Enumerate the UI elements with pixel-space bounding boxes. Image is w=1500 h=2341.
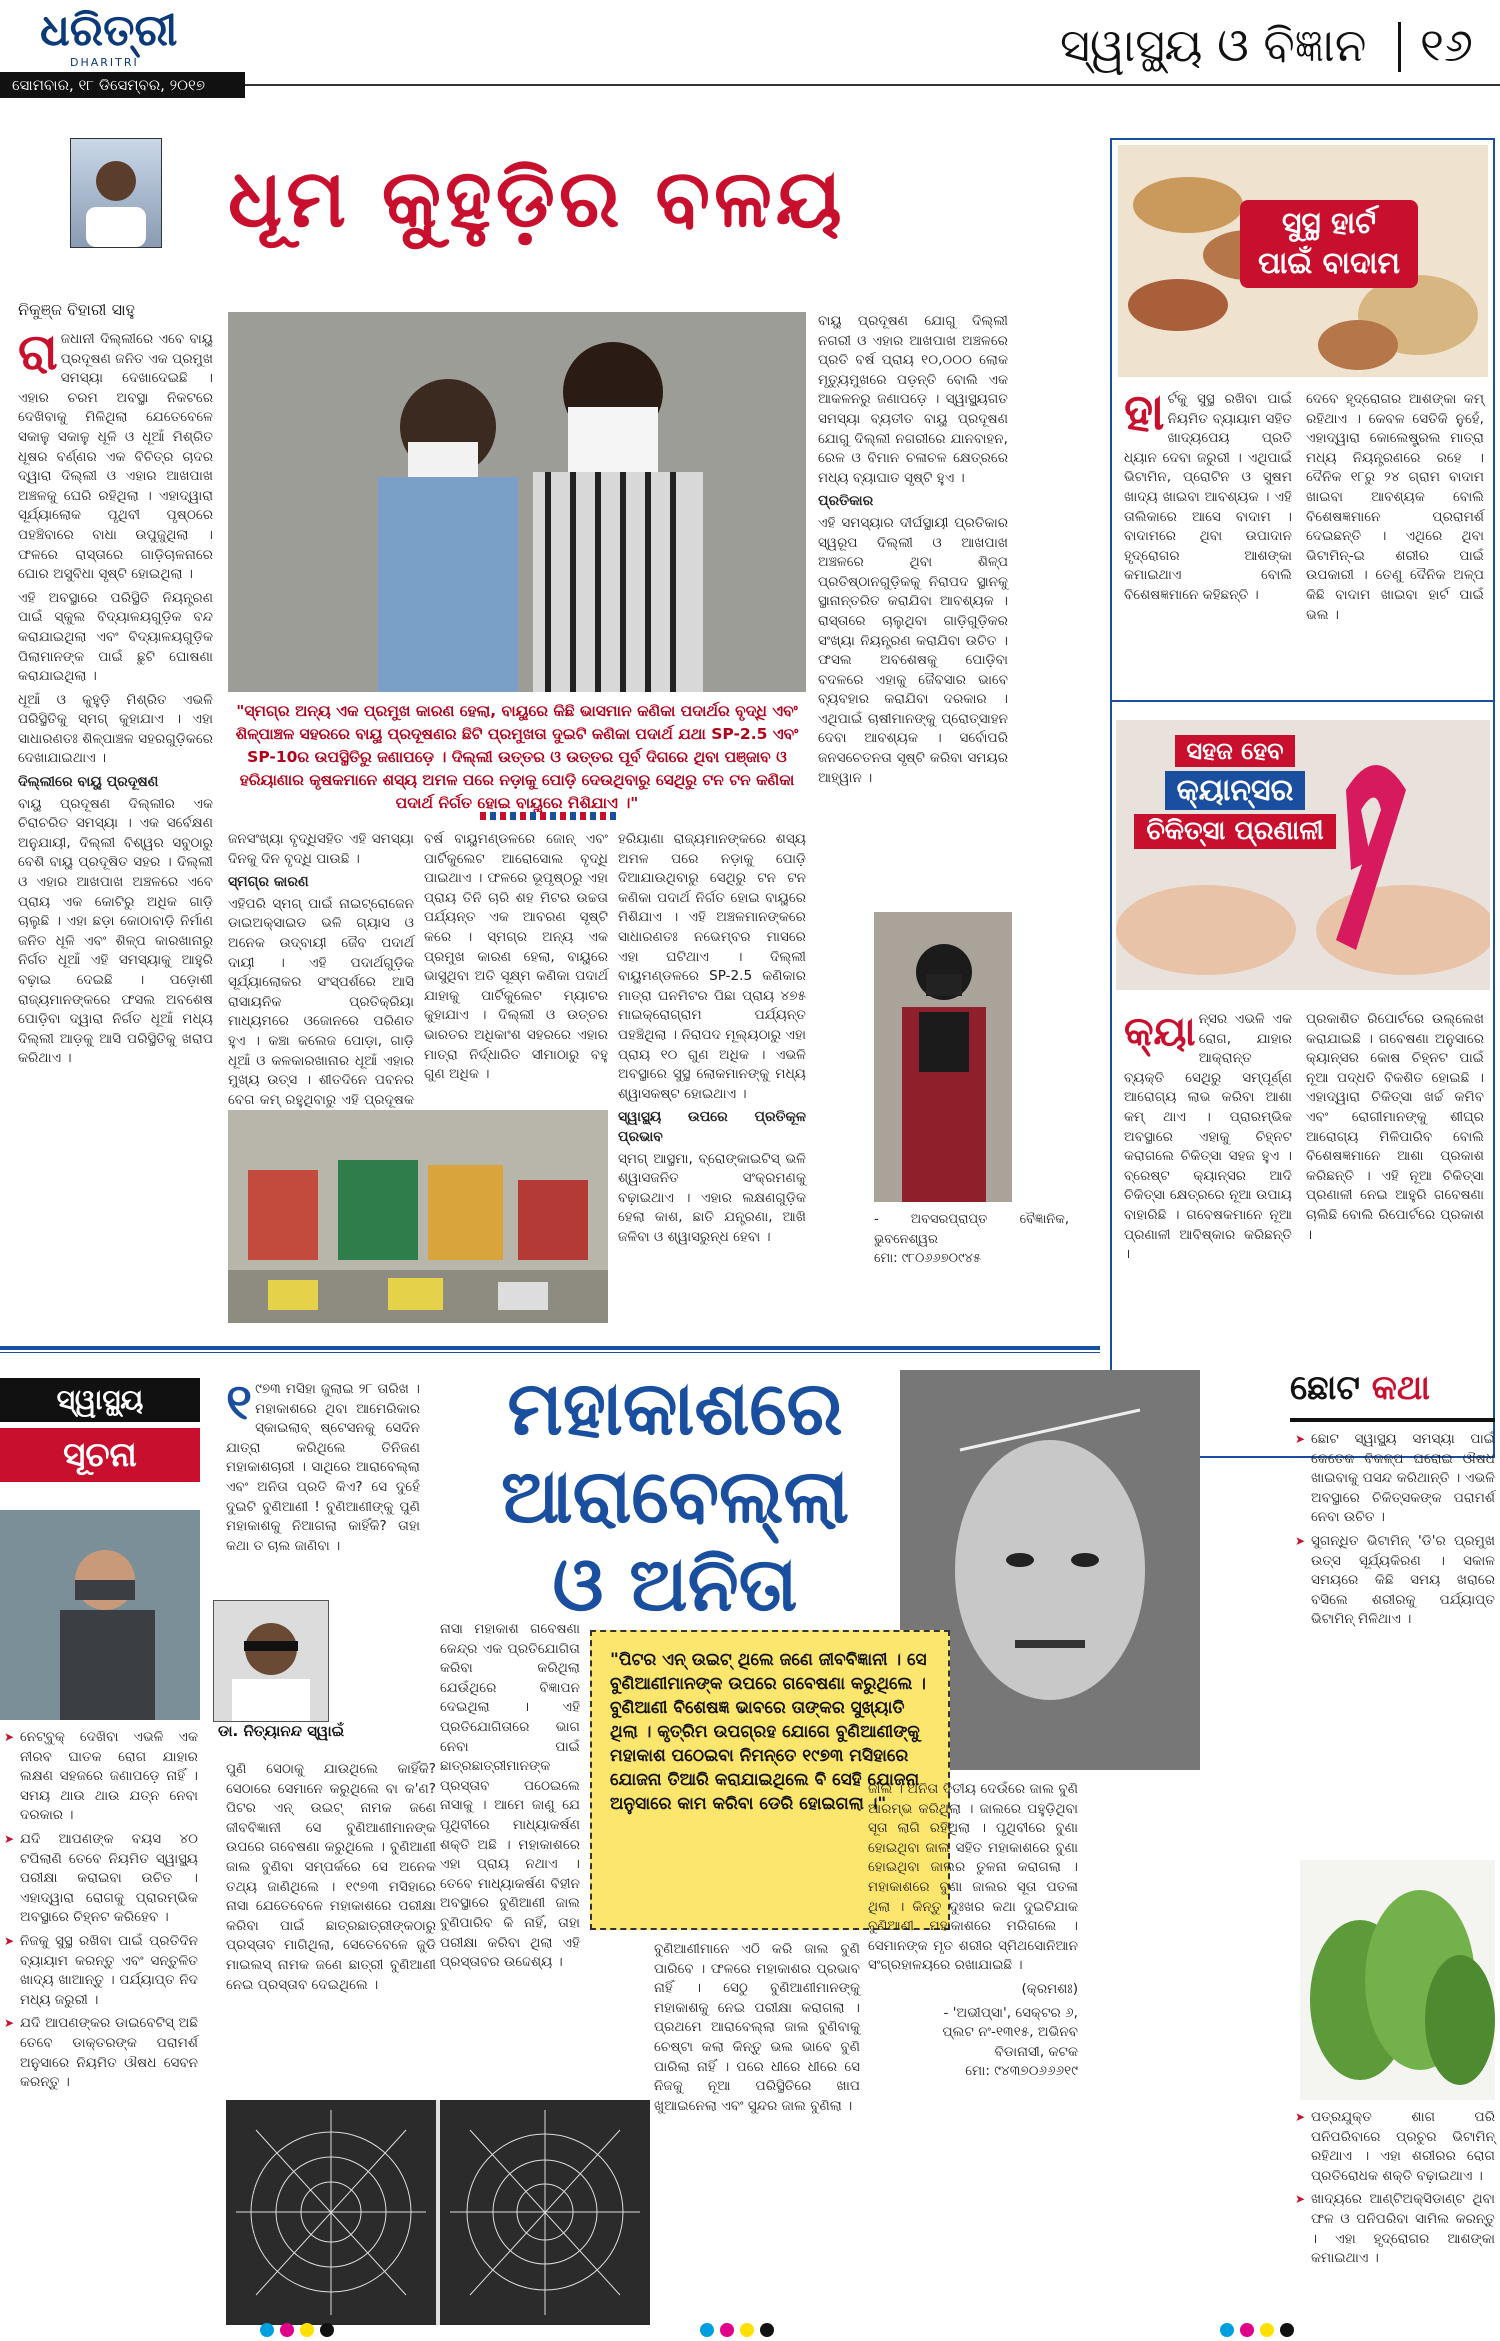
col2-text: ଜନସଂଖ୍ୟା ବୃଦ୍ଧିସହିତ ଏହି ସମସ୍ୟା ଦିନକୁ ଦିନ ବୃଦ୍ଧି ପାଉଛି । — [228, 831, 414, 867]
lead-intro-3: ଧୂଆଁ ଓ କୁହୁଡ଼ି ମିଶ୍ରିତ ଏଭଳି ପରିସ୍ଥିତିକୁ ସ୍ମଗ୍ କୁହାଯାଏ । ଏହା ସାଧାରଣତଃ ଶିଳ୍ପାଞ୍ଚଳ ସହରଗୁଡ଼ିକରେ ଦେଖାଯାଇଥାଏ । — [18, 691, 213, 767]
space-address-2: ପ୍ଲଟ ନଂ-୧୩୧୫, ଅଭିନବ — [942, 2024, 1078, 2041]
peanut-column-1 — [1124, 383, 1292, 610]
lead-footer — [874, 1210, 1069, 1269]
space-author: ଡା. ନିତ୍ୟାନନ୍ଦ ସ୍ୱାଇଁ — [218, 1722, 345, 1740]
cancer-column-2 — [1306, 1010, 1484, 1249]
traffic-smog-photo — [228, 1110, 608, 1323]
space-headline-1: ମହାକାଶରେ — [507, 1366, 843, 1452]
lead-column-1 — [18, 323, 213, 1073]
space-col3-text: ବୁଣିଆଣୀମାନେ ଏଠି କରି ଜାଲ ବୁଣି ପାରିବେ । ଫଳରେ ମହାକାଶର ପ୍ରଭାବ ନାହିଁ । ସେଠୁ ବୁଣିଆଣୀମାନଙ୍କୁ ମହାକାଶକୁ ନେଇ ପରୀକ୍ଷା କରାଗଲା । ପ୍ରଥମେ ଆରାବେଲ୍ଲା ଜାଲ ବୁଣିବାକୁ ଚେଷ୍ଟା କଲା କିନ୍ତୁ ଭଲ ଭାବେ ବୁଣି ପାରିଲା ନାହିଁ । ପରେ ଧୀରେ ଧୀରେ ସେ ନିଜକୁ ନୂଆ ପରିସ୍ଥିତିରେ ଖାପ ଖୁଆଇନେଲା ଏବଂ ସୁନ୍ଦର ଜାଲ ବୁଣିଲା । — [654, 1941, 860, 2114]
space-column-4 — [868, 1780, 1078, 2082]
author-photo — [70, 138, 162, 248]
cancer-headline-1: ସହଜ ହେବ — [1175, 735, 1296, 767]
short-story-item: ➤ ସୁଗନ୍ଧିତ ଭିଟାମିନ୍ 'ଡି'ର ପ୍ରମୁଖ ଉତ୍ସ ସୂର୍ଯ୍ୟକିରଣ । ସକାଳ ସମୟରେ କିଛି ସମୟ ଖରାରେ ବସିଲେ ଶରୀରକୁ ପର୍ଯ୍ୟାପ୍ତ ଭିଟାମିନ୍ ମିଳିଥାଏ । — [1295, 1532, 1495, 1630]
registration-marks-1 — [260, 2322, 340, 2341]
space-headline — [455, 1365, 895, 1629]
lead-column-4 — [618, 830, 806, 1251]
short-story-item: ➤ ଛୋଟ ସ୍ୱାସ୍ଥ୍ୟ ସମସ୍ୟା ପାଇଁ କେତେକ ବିକଳ୍ପ ଘରୋଇ ଔଷଧ ଖାଇବାକୁ ପସନ୍ଦ କରିଥାନ୍ତି । ଏଭଳି ଅବସ୍ଥାରେ ଚିକିତ୍ସକଙ୍କ ପରାମର୍ଶ ନେବା ଉଚିତ । — [1295, 1430, 1495, 1528]
space-phone: ମୋ: ୯୪୩୭୦୬୬୬୧୯ — [965, 2063, 1078, 2080]
woman-mask-photo — [874, 912, 1012, 1202]
cancer-headline-box — [1130, 735, 1340, 849]
woman-with-mask-icon — [874, 912, 1012, 1202]
space-dropcap: ୧ — [226, 1373, 253, 1431]
peanut-column-2 — [1306, 390, 1484, 629]
cancer-text-left: ନ୍‌ସର ଏଭଳି ଏକ ରୋଗ, ଯାହାର ଆକ୍ରାନ୍ତ ବ୍ୟକ୍ତି ସେଥିରୁ ସମ୍ପୂର୍ଣ୍ଣ ଆରୋଗ୍ୟ ଲାଭ କରିବା ଆଶା କମ୍ ଥାଏ । ପ୍ରାରମ୍ଭିକ ଅବସ୍ଥାରେ ଏହାକୁ ଚିହ୍ନଟ କରାଗଲେ ଚିକିତ୍ସା ସହଜ ହୁଏ । ବ୍ରେଷ୍ଟ କ୍ୟାନ୍‌ସର ଆଦି ଚିକିତ୍ସା କ୍ଷେତ୍ରରେ ନୂଆ ଉପାୟ ବାହାରିଛି । ଗବେଷକମାନେ ନୂଆ ପ୍ରଣାଳୀ ଆବିଷ୍କାର କରିଛନ୍ତି । — [1124, 1011, 1292, 1263]
lead-headline: ଧୂମ କୁହୁଡ଼ିର ବଳୟ — [228, 151, 846, 245]
registration-marks-3 — [1220, 2322, 1300, 2341]
spider-web-photos — [226, 2100, 650, 2325]
spider-web-icon — [226, 2100, 650, 2325]
short-story-title — [1290, 1368, 1430, 1408]
lead-dropcap: ରା — [18, 323, 58, 381]
lead-author: ନିକୁଞ୍ଜ ବିହାରୀ ସାହୁ — [18, 300, 135, 319]
greens-photo — [1300, 1860, 1495, 2100]
newspaper-logo — [40, 5, 200, 69]
lead-column-3 — [424, 830, 608, 1089]
health-text: ସ୍ମଗ୍ ଆସ୍ଥମା, ବ୍ରୋଙ୍କାଇଟିସ୍ ଭଳି ଶ୍ୱାସଜନିତ ସଂକ୍ରମଣକୁ ବଢ଼ାଇଥାଏ । ଏହାର ଲକ୍ଷଣଗୁଡ଼ିକ ହେଲା କାଶ, ଛାତି ଯନ୍ତ୍ରଣା, ଆଖି ଜଳିବା ଓ ଶ୍ୱାସରୁନ୍ଧ ହେବା । — [618, 1150, 806, 1245]
space-col2-text: ନାସା ମହାକାଶ ଗବେଷଣା କେନ୍ଦ୍ର ଏକ ପ୍ରତିଯୋଗିତା କରିବା କରିଥିଲା ଯେଉଁଥିରେ ବିଜ୍ଞାପନ ଦେଇଥିଲା । ଏହି ପ୍ରତିଯୋଗିତାରେ ଭାଗ ନେବା ପାଇଁ ଛାତ୍ରଛାତ୍ରୀମାନଙ୍କ ପ୍ରସ୍ତାବ ପଠେଇଲେ ନାସାକୁ । ଆମେ ଜାଣୁ ଯେ ପୃଥିବୀରେ ମାଧ୍ୟାକର୍ଷଣ ଶକ୍ତି ଅଛି । ମହାକାଶରେ ଏହା ପ୍ରାୟ ନଥାଏ । ତେବେ ମାଧ୍ୟାକର୍ଷଣ ବିହୀନ ଅବସ୍ଥାରେ ବୁଣିଆଣୀ ଜାଲ ବୁଣିପାରିବ କି ନାହିଁ, ତାହା ପରୀକ୍ଷା କରିବା ଥିଲା ଏହି ପ୍ରସ୍ତାବର ଉଦ୍ଦେଶ୍ୟ । — [440, 1621, 580, 1971]
space-column-1 — [226, 1760, 436, 1999]
short-story-list-2 — [1295, 2108, 1495, 2273]
masthead-rule — [245, 84, 1500, 86]
lead-intro-2: ଏହି ଅବସ୍ଥାରେ ପରିସ୍ଥିତି ନିୟନ୍ତ୍ରଣ ପାଇଁ ସ୍କୁଲ ବିଦ୍ୟାଳୟଗୁଡ଼ିକ ବନ୍ଦ କରାଯାଇଥିଲା ଏବଂ ବିଦ୍ୟାଳୟଗୁଡ଼ିକ ପିଲାମାନଙ୍କ ପାଇଁ ଛୁଟି ଘୋଷଣା କରାଯାଇଥିଲା । — [18, 589, 213, 685]
peanut-text-left: ର୍ଟକୁ ସୁସ୍ଥ ରଖିବା ପାଇଁ ନିୟମିତ ବ୍ୟାୟାମ ସହିତ ଖାଦ୍ୟପେୟ ପ୍ରତି ଧ୍ୟାନ ଦେବା ଜରୁରୀ । ଏଥିପାଇଁ ଭିଟାମିନ, ପ୍ରୋଟିନ ଓ ସୁଷମ ଖାଦ୍ୟ ଖାଇବା ଆବଶ୍ୟକ । ଏହି ତାଲିକାରେ ଆସେ ବାଦାମ । ବାଦାମରେ ଥିବା ଉପାଦାନ ହୃଦ୍‌ରୋଗର ଆଶଙ୍କା କମାଇଥାଏ ବୋଲି ବିଶେଷଜ୍ଞମାନେ କହିଛନ୍ତି । — [1124, 391, 1292, 603]
cancer-headline-3: ଚିକିତ୍ସା ପ୍ରଣାଳୀ — [1134, 814, 1335, 849]
lead-phone: ମୋ: ୯୮୦୬୬୭୦୯୪୫ — [874, 1251, 981, 1267]
lead-intro: ଜଧାନୀ ଦିଲ୍ଲୀରେ ଏବେ ବାୟୁ ପ୍ରଦୂଷଣ ଜନିତ ଏକ ପ୍ରମୁଖ ସମସ୍ୟା ଦେଖାଦେଇଛି । ଏହାର ଚରମ ଅବସ୍ଥା ନିକଟରେ ଦେଖିବାକୁ ମିଳିଥିଲା ଯେତେବେଳେ ସକାଳୁ ସକାଳୁ ଧୂଳି ଓ ଧୂଆଁ ମିଶ୍ରିତ ଧୂଷର ବର୍ଣ୍ଣର ଏକ ବିଚିତ୍ର ଚାଦର ଦ୍ୱାରା ଦିଲ୍ଲୀ ଓ ଏହାର ଆଖପାଖ ଅଞ୍ଚଳକୁ ଘେରି ରହିଥିଲା । ଏହାଦ୍ୱାରା ସୂର୍ଯ୍ୟାଲୋକ ପୃଥିବୀ ପୃଷ୍ଠରେ ପହଞ୍ଚିବାରେ ବାଧା ଉପୁଜୁଥିଲା । ଫଳରେ ରାସ୍ତାରେ ଗାଡ଼ିଚାଳନାରେ ଘୋର ଅସୁବିଧା ସୃଷ୍ଟି ହୋଇଥିଲା । — [18, 331, 213, 583]
health-info-item: ➤ ନିଜକୁ ସୁସ୍ଥ ରଖିବା ପାଇଁ ପ୍ରତିଦିନ ବ୍ୟାୟାମ କରନ୍ତୁ ଏବଂ ସନ୍ତୁଳିତ ଖାଦ୍ୟ ଖାଆନ୍ତୁ । ପର୍ଯ୍ୟାପ୍ତ ନିଦ ମଧ୍ୟ ଜରୁରୀ । — [4, 1932, 198, 2010]
space-intro-text: ୯୭୩ ମସିହା ଜୁଲାଇ ୨୮ ତାରିଖ । ମହାକାଶରେ ଥିବା ଆମେରିକାର ସ୍କାଇଲାବ୍ ଷ୍ଟେସନକୁ ସେଦିନ ଯାତ୍ରା କରିଥିଲେ ତିନିଜଣ ମହାକାଶଚାରୀ । ସାଥିରେ ଆରାବେଲ୍ଲା ଏବଂ ଅନିତା ପ୍ରତି କିଏ? ସେ ଦୁହେଁ ଦୁଇଟି ବୁଣିଆଣୀ ! ବୁଣିଆଣୀଙ୍କୁ ପୁଣି ମହାକାଶକୁ ନିଆଗଲା କାହିଁକି? ତାହା କଥା ତ ଚାଲ ଜାଣିବା । — [226, 1381, 420, 1554]
space-address-3: ବିଡାନାସୀ, କଟକ — [994, 2043, 1078, 2060]
masthead — [0, 0, 1500, 95]
space-col1-text: ପୁଣି ସେଠାକୁ ଯାଉଥିଲେ କାହିଁକି? ସେଠାରେ ସେମାନେ କରୁଥିଲେ ବା କ'ଣ? ପିଟର ଏନ୍ ଉଇଟ୍ ନାମକ ଜଣେ ଜୀବବିଜ୍ଞାନୀ ସେ ବୁଣିଆଣୀମାନଙ୍କ ଉପରେ ଗବେଷଣା କରୁଥିଲେ । ବୁଣିଆଣୀ ଜାଲ ବୁଣିବା ସମ୍ପର୍କରେ ସେ ଅନେକ ତଥ୍ୟ ଜାଣିଥିଲେ । ୧୯୭୩ ମସିହାରେ ନାସା ଯେତେବେଳେ ମହାକାଶରେ ପରୀକ୍ଷା କରିବା ପାଇଁ ଛାତ୍ରଛାତ୍ରୀଙ୍କଠାରୁ ପ୍ରସ୍ତାବ ମାଗିଥିଲା, ସେତେବେଳେ ଜୁଡି ମାଇଲସ୍ ନାମକ ଜଣେ ଛାତ୍ରୀ ବୁଣିଆଣୀ ନେଇ ପ୍ରସ୍ତାବ ଦେଇଥିଲେ । — [226, 1761, 436, 1993]
cancer-column-1 — [1124, 1010, 1292, 1269]
logo-text: ଧରିତ୍ରୀ — [40, 5, 178, 56]
space-headline-3: ଓ ଅନିତା — [552, 1542, 798, 1628]
dateline: ସୋମବାର, ୧୮ ଡିସେମ୍ବର, ୨୦୧୭ — [0, 72, 245, 98]
peanut-dropcap: ହା — [1124, 383, 1165, 441]
space-quote: "ପିଟର ଏନ୍ ଉଇଟ୍ ଥିଲେ ଜଣେ ଜୀବବିଜ୍ଞାନୀ । ସେ ବୁଣିଆଣୀମାନଙ୍କ ଉପରେ ଗବେଷଣା କରୁଥିଲେ । ବୁଣିଆଣୀ ବିଶେଷଜ୍ଞ ଭାବରେ ତାଙ୍କର ସୁଖ୍ୟାତି ଥିଲା । କୃତ୍ରିମ ଉପଗ୍ରହ ଯୋଗେ ବୁଣିଆଣୀଙ୍କୁ ମହାକାଶ ପଠେଇବା ନିମନ୍ତେ ୧୯୭୩ ମସିହାରେ ଯୋଜନା ତିଆରି କରାଯାଇଥିଲେ ବି ସେହି ଯୋଜନା ଅନୁସାରେ କାମ କରିବା ଡେରି ହୋଇଗଲା ।" — [590, 1630, 950, 1930]
short-story-item: ➤ ପତ୍ରଯୁକ୍ତ ଶାଗ ପରି ପନିପରିବାରେ ପ୍ରଚୁର ଭିଟାମିନ୍ ରହିଥାଏ । ଏହା ଶରୀରର ରୋଗ ପ୍ରତିରୋଧକ ଶକ୍ତି ବଢ଼ାଇଥାଏ । — [1295, 2108, 1495, 2186]
space-headline-2: ଆରାବେଲ୍ଲା — [500, 1454, 850, 1540]
short-story-title-1: ଛୋଟ — [1290, 1368, 1360, 1408]
author-portrait-icon — [71, 139, 161, 247]
space-col4-text: ଜାଲ । ଅନିତା ଦିତୀୟ ଦେଉଁରେ ଜାଲ ବୁଣି ଆରମ୍ଭ କରିଥିଲା । ଜାଲରେ ପହୁଡ଼ିଥିବା ସୂତା ଲାଗି ରହିଥିଲା । ପୃଥିବୀରେ ବୁଣା ହୋଇଥିବା ଜାଲ ସହିତ ମହାକାଶରେ ବୁଣା ହୋଇଥିବା ଜାଲର ତୁଳନା କରାଗଲା । ମହାକାଶରେ ବୁଣା ଜାଲର ସୂତା ପତଳା ଥିଲା । କିନ୍ତୁ ଦୁଃଖର କଥା ଦୁଇଟିଯାକ ବୁଣିଆଣୀ ମହାକାଶରେ ମରିଗଲେ । ସେମାନଙ୍କ ମୃତ ଶରୀର ସ୍ମିଥସୋନିଆନ ସଂଗ୍ରହାଳୟରେ ରଖାଯାଇଛି । — [868, 1781, 1078, 1974]
delhi-text: ବାୟୁ ପ୍ରଦୂଷଣ ଦିଲ୍ଲୀର ଏକ ଚିରାଚରିତ ସମସ୍ୟା । ଏକ ସର୍ବେକ୍ଷଣ ଅନୁଯାୟୀ, ଦିଲ୍ଲୀ ବିଶ୍ୱର ସବୁଠାରୁ ବେଶି ବାୟୁ ପ୍ରଦୂଷିତ ସହର । ଦିଲ୍ଲୀ ଓ ଏହାର ଆଖପାଖ ଅଞ୍ଚଳରେ ଏବେ ପ୍ରାୟ ଏକ କୋଟିରୁ ଅଧିକ ଗାଡ଼ି ଚାଲୁଛି । ଏହା ଛଡ଼ା କୋଠାବାଡ଼ି ନିର୍ମାଣ ଜନିତ ଧୂଳି ଏବଂ ଶିଳ୍ପ କାରଖାନାରୁ ନିର୍ଗତ ଧୂଆଁ ଏହି ସମସ୍ୟାକୁ ଆହୁରି ବଢ଼ାଇ ଦେଇଛି । ପଡ଼ୋଶୀ ରାଜ୍ୟମାନଙ୍କରେ ଫସଲ ଅବଶେଷ ପୋଡ଼ିବା ଦ୍ୱାରା ନିର୍ଗତ ଧୂଆଁ ମଧ୍ୟ ଦିଲ୍ଲୀ ଆଡ଼କୁ ଆସି ପରିସ୍ଥିତିକୁ ଖରାପ କରିଥାଏ । — [18, 795, 213, 1067]
lead-pullquote: "ସ୍ମଗ୍‌ର ଅନ୍ୟ ଏକ ପ୍ରମୁଖ କାରଣ ହେଲା, ବାୟୁରେ କିଛି ଭାସମାନ କଣିକା ପଦାର୍ଥର ବୃଦ୍ଧି ଏବଂ ଶିଳ୍ପାଞ୍ଚଳ ସହରରେ ବାୟୁ ପ୍ରଦୂଷଣର ଛିଟି ପ୍ରମୁଖତା ଦୁଇଟି କଣିକା ପଦାର୍ଥ ଯଥା SP-2.5 ଏବଂ SP-10ର ଉପସ୍ଥିତିରୁ ଜଣାପଡ଼େ । ଦିଲ୍ଲୀ ଉତ୍ତର ଓ ଉତ୍ତର ପୂର୍ବ ଦିଗରେ ଥିବା ପଞ୍ଜାବ ଓ ହରିୟାଣାର କୃଷକମାନେ ଶସ୍ୟ ଅମଳ ପରେ ନଡ଼ାକୁ ପୋଡ଼ି ଦେଉଥିବାରୁ ସେଥିରୁ ଟନ ଟନ କଣିକା ପଦାର୍ଥ ନିର୍ଗତ ହୋଇ ବାୟୁରେ ମିଶିଯାଏ ।" — [235, 702, 799, 812]
peanut-headline-2: ପାଇଁ ବାଦାମ — [1258, 246, 1400, 281]
section-title: ସ୍ୱାସ୍ଥ୍ୟ ଓ ବିଜ୍ଞାନ — [1060, 18, 1367, 72]
traffic-jam-icon — [228, 1110, 608, 1323]
sidebar-divider — [1112, 700, 1493, 702]
col4-text: ହରିୟାଣା ରାଜ୍ୟମାନଙ୍କରେ ଶସ୍ୟ ଅମଳ ପରେ ନଡ଼ାକୁ ପୋଡ଼ି ଦିଆଯାଉଥିବାରୁ ସେଥିରୁ ଟନ ଟନ କଣିକା ପଦାର୍ଥ ନିର୍ଗତ ହୋଇ ବାୟୁରେ ମିଶିଯାଏ । ଏହି ଅଞ୍ଚଳମାନଙ୍କରେ ସାଧାରଣତଃ ନଭେମ୍ବର ମାସରେ ଏହା ଘଟିଥାଏ । ଦିଲ୍ଲୀ ବାୟୁମଣ୍ଡଳରେ SP-2.5 କଣିକାର ମାତ୍ରା ଘନମିଟର ପିଛା ପ୍ରାୟ ୪୭୫ ମାଇକ୍ରୋଗ୍ରାମ ପର୍ଯ୍ୟନ୍ତ ପହଞ୍ଚିଥିଲା । ନିରାପଦ ମୂଲ୍ୟଠାରୁ ଏହା ପ୍ରାୟ ୧୦ ଗୁଣ ଅଧିକ । ଏଭଳି ଅବସ୍ଥାରେ ସୁସ୍ଥ ଲୋକମାନଙ୍କୁ ମଧ୍ୟ ଶ୍ୱାସକଷ୍ଟ ହୋଇଥାଏ । — [618, 831, 806, 1102]
lead-column-2 — [228, 830, 414, 1154]
leafy-greens-icon — [1300, 1860, 1495, 2100]
space-column-3 — [654, 1940, 860, 2120]
health-info-item: ➤ ନେଟ୍‌ବୁକ୍ ଦେଖିବା ଏଭଳି ଏକ ନୀରବ ଘାତକ ରୋଗ ଯାହାର ଲକ୍ଷଣ ସହଜରେ ଜଣାପଡ଼େ ନାହିଁ । ସମୟ ଥାଉ ଥାଉ ଯତ୍ନ ନେବା ଦରକାର । — [4, 1728, 198, 1826]
short-story-list — [1295, 1430, 1495, 1634]
page-number: ୧୬ — [1420, 18, 1473, 72]
space-address-1: - 'ଅଭୀପ୍ସା', ସେକ୍ଟର ୬, — [943, 2004, 1078, 2021]
section-rule-left-thin — [0, 1352, 1100, 1353]
children-with-masks-icon — [228, 312, 806, 692]
health-info-item: ➤ ଯଦି ଆପଣଙ୍କର ଡାଇବେଟିସ୍ ଅଛି ତେବେ ଡାକ୍ତରଙ୍କ ପରାମର୍ଶ ଅନୁସାରେ ନିୟମିତ ଔଷଧ ସେବନ କରନ୍ତୁ । — [4, 2014, 198, 2092]
space-continue: (କ୍ରମଶଃ) — [1021, 1980, 1078, 1997]
subhead-cause: ସ୍ମଗ୍‌ର କାରଣ — [228, 874, 309, 891]
cause-text: ଏହିପରି ସ୍ମଗ୍ ପାଇଁ ନାଇଟ୍ରୋଜେନ ଡାଇଅକ୍ସାଇଡ ଭଳି ଗ୍ୟାସ ଓ ଅନେକ ଉଦ୍‌ବାୟୀ ଜୈବ ପଦାର୍ଥ ଦାୟୀ । ଏହି ପଦାର୍ଥଗୁଡ଼ିକ ସୂର୍ଯ୍ୟାଲୋକର ସଂସ୍ପର୍ଶରେ ଆସି ରାସାୟନିକ ପ୍ରତିକ୍ରିୟା ମାଧ୍ୟମରେ ଓଜୋନରେ ପରିଣତ ହୁଏ । କଞ୍ଚା କଲେଜ ପୋଡ଼ା, ଗାଡ଼ି ଧୂଆଁ ଓ କଳକାରଖାନାର ଧୂଆଁ ଏହାର ମୁଖ୍ୟ ଉତ୍ସ । ଶୀତଦିନେ ପବନର ବେଗ କମ୍ ରହୁଥିବାରୁ ଏହି ପ୍ରଦୂଷକ — [228, 895, 414, 1108]
lead-column-5 — [818, 312, 1008, 792]
title-divider — [1398, 22, 1401, 72]
health-tag-1: ସ୍ୱାସ୍ଥ୍ୟ — [0, 1378, 200, 1422]
cancer-text-right: ପ୍ରକାଶିତ ରିପୋର୍ଟରେ ଉଲ୍ଲେଖ କରାଯାଇଛି । ଗବେଷଣା ଅନୁସାରେ କ୍ୟାନ୍‌ସର କୋଷ ଚିହ୍ନଟ ପାଇଁ ନୂଆ ପଦ୍ଧତି ବିକଶିତ ହୋଇଛି । ଏହାଦ୍ୱାରା ଚିକିତ୍ସା ଖର୍ଚ୍ଚ କମିବ ଏବଂ ରୋଗୀମାନଙ୍କୁ ଶୀଘ୍ର ଆରୋଗ୍ୟ ମିଳିପାରିବ ବୋଲି ବିଶେଷଜ୍ଞମାନେ ଆଶା ପ୍ରକାଶ କରିଛନ୍ତି । ଏହି ନୂଆ ଚିକିତ୍ସା ପ୍ରଣାଳୀ ନେଇ ଆହୁରି ଗବେଷଣା ଚାଲିଛି ବୋଲି ରିପୋର୍ଟରେ ପ୍ରକାଶ । — [1306, 1011, 1484, 1243]
health-info-item: ➤ ଯଦି ଆପଣଙ୍କ ବୟସ ୪୦ ଟପିଲାଣି ତେବେ ନିୟମିତ ସ୍ୱାସ୍ଥ୍ୟ ପରୀକ୍ଷା କରାଇବା ଉଚିତ । ଏହାଦ୍ୱାରା ରୋଗକୁ ପ୍ରାରମ୍ଭିକ ଅବସ୍ଥାରେ ଚିହ୍ନଟ କରିହେବ । — [4, 1830, 198, 1928]
col5-text: ବାୟୁ ପ୍ରଦୂଷଣ ଯୋଗୁ ଦିଲ୍ଲୀ ନଗରୀ ଓ ଏହାର ଆଖପାଖ ଅଞ୍ଚଳରେ ପ୍ରତି ବର୍ଷ ପ୍ରାୟ ୧୦,୦୦୦ ଲୋକ ମୃତ୍ୟୁମୁଖରେ ପଡ଼ନ୍ତି ବୋଲି ଏକ ଆକଳନରୁ ଜଣାପଡ଼େ । ସ୍ୱାସ୍ଥ୍ୟଗତ ସମସ୍ୟା ବ୍ୟତୀତ ବାୟୁ ପ୍ରଦୂଷଣ ଯୋଗୁ ଦିଲ୍ଲୀ ନଗରୀରେ ଯାନବାହନ, ରେଳ ଓ ବିମାନ ଚଳାଚଳ କ୍ଷେତ୍ରରେ ମଧ୍ୟ ବ୍ୟାଘାତ ସୃଷ୍ଟି ହୁଏ । — [818, 313, 1008, 486]
short-story-rule — [1290, 1418, 1495, 1422]
registration-marks-2 — [700, 2322, 780, 2341]
subhead-remedy: ପ୍ରତିକାର — [818, 493, 874, 510]
stressed-man-photo — [0, 1510, 200, 1720]
subhead-delhi: ଦିଲ୍ଲୀରେ ବାୟୁ ପ୍ରଦୂଷଣ — [18, 774, 159, 791]
stressed-man-icon — [0, 1510, 200, 1720]
smog-kids-photo — [228, 312, 806, 692]
short-story-item: ➤ ଖାଦ୍ୟରେ ଆଣ୍ଟିଅକ୍ସିଡାଣ୍ଟ ଥିବା ଫଳ ଓ ପନିପରିବା ସାମିଲ କରନ୍ତୁ । ଏହା ହୃଦ୍‌ରୋଗର ଆଶଙ୍କା କମାଇଥାଏ । — [1295, 2190, 1495, 2268]
health-tag-2: ସୂଚନା — [0, 1428, 200, 1482]
space-author-photo — [213, 1600, 329, 1722]
peanut-text-right: ଦେବେ ହୃଦ୍‌ରୋଗର ଆଶଙ୍କା କମ୍ ରହିଥାଏ । କେବଳ ସେତିକି ନୁହେଁ, ଏହାଦ୍ୱାରା କୋଲେଷ୍ଟ୍ରଲ ମାତ୍ରା ମଧ୍ୟ ନିୟନ୍ତ୍ରଣରେ ରହେ । ଦୈନିକ ୧୮ରୁ ୨୪ ଗ୍ରାମ ବାଦାମ ଖାଇବା ଆବଶ୍ୟକ ବୋଲି ବିଶେଷଜ୍ଞମାନେ ପ୍ରରାମର୍ଶ ଦେଇଛନ୍ତି । ଏଥିରେ ଥିବା ଭିଟାମିନ୍-ଇ ଶରୀର ପାଇଁ ଉପକାରୀ । ତେଣୁ ଦୈନିକ ଅଳ୍ପ କିଛି ବାଦାମ ଖାଇବା ହାର୍ଟ ପାଇଁ ଭଲ । — [1306, 391, 1484, 623]
cancer-dropcap: କ୍ୟା — [1124, 1009, 1196, 1055]
space-column-2 — [440, 1620, 580, 1977]
ornament-divider — [480, 812, 620, 820]
subhead-health: ସ୍ୱାସ୍ଥ୍ୟ ଉପରେ ପ୍ରତିକୂଳ ପ୍ରଭାବ — [618, 1109, 806, 1145]
cancer-headline-2: କ୍ୟାନ୍‌ସର — [1165, 771, 1306, 810]
col3-text: ବର୍ଷ ବାୟୁମଣ୍ଡଳରେ ଜୋନ୍ ଏବଂ ପାର୍ଟିକୁଲେଟ ଆରୋସୋଲ ବୃଦ୍ଧି ପାଇଥାଏ । ଫଳରେ ଭୂପୃଷ୍ଠରୁ ଏହା ପ୍ରାୟ ତିନି ଚାରି ଶହ ମିଟର ଉଚ୍ଚତା ପର୍ଯ୍ୟନ୍ତ ଏକ ଆବରଣ ସୃଷ୍ଟି କରେ । ସ୍ମଗ୍‌ର ଅନ୍ୟ ଏକ ପ୍ରମୁଖ କାରଣ ହେଲା, ବାୟୁରେ ଭାସୁଥିବା ଅତି ସୂକ୍ଷ୍ମ କଣିକା ପଦାର୍ଥ ଯାହାକୁ ପାର୍ଟିକୁଲେଟ ମ୍ୟାଟର କୁହାଯାଏ । ଦିଲ୍ଲୀ ଓ ଉତ୍ତର ଭାରତର ଅଧିକାଂଶ ସହରରେ ଏହାର ମାତ୍ରା ନିର୍ଦ୍ଧାରିତ ସୀମାଠାରୁ ବହୁ ଗୁଣ ଅଧିକ । — [424, 831, 608, 1083]
peanut-headline-box — [1240, 200, 1418, 288]
lead-byline-note: - ଅବସରପ୍ରାପ୍ତ ବୈଜ୍ଞାନିକ, ଭୁବନେଶ୍ୱର — [874, 1212, 1069, 1247]
health-info-list — [4, 1728, 198, 2097]
remedy-text: ଏହି ସମସ୍ୟାର ଦୀର୍ଘସ୍ଥାୟୀ ପ୍ରତିକାର ସ୍ୱରୂପ ଦିଲ୍ଲୀ ଓ ଆଖପାଖ ଅଞ୍ଚଳରେ ଥିବା ଶିଳ୍ପ ପ୍ରତିଷ୍ଠାନଗୁଡ଼ିକକୁ ନିରାପଦ ସ୍ଥାନକୁ ସ୍ଥାନାନ୍ତରିତ କରାଯିବା ଆବଶ୍ୟକ । ରାସ୍ତାରେ ଚାଲୁଥିବା ଗାଡ଼ିଗୁଡ଼ିକର ସଂଖ୍ୟା ନିୟନ୍ତ୍ରଣ କରାଯିବା ଉଚିତ । ଫସଲ ଅବଶେଷକୁ ପୋଡ଼ିବା ବଦଳରେ ଏହାକୁ ଜୈବସାର ଭାବେ ବ୍ୟବହାର କରାଯିବା ଦରକାର । ଏଥିପାଇଁ ଚାଷୀମାନଙ୍କୁ ପ୍ରୋତ୍ସାହନ ଦେବା ଆବଶ୍ୟକ । ସର୍ବୋପରି ଜନସଚେତନତା ସୃଷ୍ଟି କରିବା ସମୟର ଆହ୍ୱାନ । — [818, 514, 1008, 786]
logo-subtext: DHARITRI — [70, 56, 139, 69]
short-story-title-2: କଥା — [1371, 1368, 1431, 1408]
space-author-portrait-icon — [214, 1601, 328, 1721]
peanut-headline-1: ସୁସ୍ଥ ହାର୍ଟ — [1281, 206, 1377, 241]
space-intro — [226, 1373, 420, 1560]
section-rule-left — [0, 1346, 1100, 1350]
